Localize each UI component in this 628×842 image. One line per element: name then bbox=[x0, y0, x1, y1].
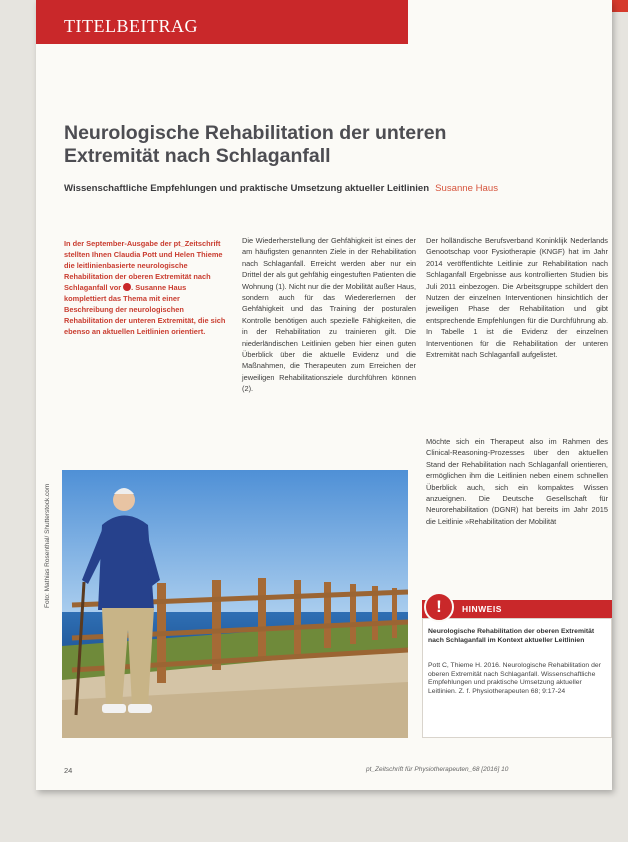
journal-footer: pt_Zeitschrift für Physiotherapeuten_68 [2016] 10 bbox=[366, 766, 509, 773]
lead-paragraph bbox=[64, 238, 230, 337]
article-photo bbox=[62, 470, 408, 738]
hinweis-reference: Pott C, Thieme H. 2016. Neurologische Rehabilitation der oberen Extremität nach Schlaganfall. Wissenschaftliche Empfehlungen und praktische Umsetzung aktueller Leitlinien. Z. f. Physiotherapeuten 68; 9:17-24 bbox=[428, 662, 601, 695]
red-dot-icon bbox=[123, 283, 131, 291]
lead-text-part2: . Susanne Haus komplettiert das Thema mit einer Beschreibung der neurologischen Rehabilitation der unteren Extremität, die sich ebenso an aktuellen Leitlinien orientiert. bbox=[64, 283, 226, 336]
subtitle-text: Wissenschaftliche Empfehlungen und praktische Umsetzung aktueller Leitlinien bbox=[64, 183, 430, 194]
hinweis-label: HINWEIS bbox=[462, 604, 502, 614]
article-subtitle bbox=[64, 183, 498, 194]
lead-text-part1: In der September-Ausgabe der pt_Zeitschrift stellten Ihnen Claudia Pott und Helen Thieme die leitlinienbasierte neurologische Rehabilitation der oberen Extremität nach Schlaganfall vor bbox=[64, 239, 223, 292]
body-column-3: Der holländische Berufsverband Koninklijk Nederlands Genootschap voor Fysiotherapie (KNGF) hat im Jahr 2014 veröffentlichte Leitlinie zur Rehabilitation nach Schlaganfall Ergebnisse aus kontrollierten Studien bis Juli 2011 einbezogen. Die Arbeitsgruppe schildert den Nutzen der einzelnen Interventionen hinsichtlich der jeweiligen Phase der Rehabilitation und gibt entsprechende Empfehlungen für die Durchführung ab. In Tabelle 1 ist die Evidenz der einzelnen Interventionen für die Rehabilitation der unteren Extremität nach Schlaganfall aufgelistet. bbox=[426, 236, 608, 360]
section-label: TITELBEITRAG bbox=[64, 16, 198, 36]
page-number: 24 bbox=[64, 766, 73, 775]
hinweis-title: Neurologische Rehabilitation der oberen Extremität nach Schlaganfall im Kontext aktueller Leitlinien bbox=[428, 628, 595, 644]
article-title: Neurologische Rehabilitation der unteren Extremität nach Schlaganfall bbox=[64, 122, 447, 167]
section-banner bbox=[36, 0, 408, 44]
exclamation-icon: ! bbox=[424, 592, 454, 622]
author-name: Susanne Haus bbox=[435, 183, 499, 194]
body-column-3-continued: Möchte sich ein Therapeut also im Rahmen des Clinical-Reasoning-Prozesses über den aktuellen Stand der Rehabilitation nach Schlaganfall orientieren, ermöglichen ihm die Leitlinien neben einem schnellen Überblick auch, sich ein kompaktes Wissen anzueignen. Die Deutsche Gesellschaft für Neurorehabilitation (DGNR) hat bereits im Jahr 2015 die Leitlinie »Rehabilitation der Mobilität bbox=[426, 437, 608, 526]
magazine-page bbox=[36, 0, 612, 790]
body-column-2: Die Wiederherstellung der Gehfähigkeit ist eines der am häufigsten genannten Ziele in der Rehabilitation nach Schlaganfall. Erreicht werden aber nur ein Drittel der als gut gehfähig eingestuften Patienten die Wohnung (1). Nicht nur die der Mobilität außer Haus, sondern auch für das Wiedererlernen der Gehfähigkeit und das Training der posturalen Kontrolle benötigen auch spezielle Fähigkeiten, die in der Rehabilitation zu trainieren gilt. Die niederländischen Leitlinien geben hier einen guten Überblick über die aktuelle Evidenz und die Maßnahmen, die Therapeuten zum Erreichen der jeweiligen Rehabilitationsziele durchführen können (2). bbox=[242, 236, 416, 394]
photo-credit: Foto: Mathias Rosenthal/ Shutterstock.com bbox=[44, 483, 51, 608]
